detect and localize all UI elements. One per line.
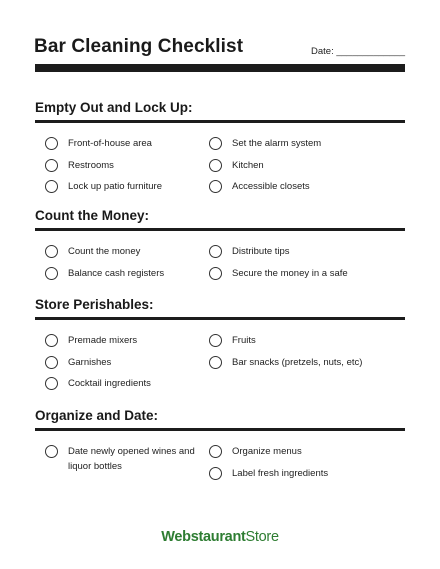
checklist-column-right xyxy=(209,335,362,378)
header-divider xyxy=(35,64,405,72)
checklist-item-label: Lock up patio furniture xyxy=(68,181,163,192)
section-title: Count the Money: xyxy=(35,208,149,223)
section-title: Empty Out and Lock Up: xyxy=(35,100,193,115)
checklist-item[interactable] xyxy=(209,268,348,290)
checkbox-circle[interactable] xyxy=(209,445,222,458)
checklist-item[interactable] xyxy=(45,446,196,474)
checklist-item[interactable] xyxy=(209,246,348,268)
section-empty-out xyxy=(35,100,405,192)
checkbox-circle[interactable] xyxy=(209,159,222,172)
checklist-column-left xyxy=(45,138,162,203)
checkbox-circle[interactable] xyxy=(45,377,58,390)
checklist-item-label: Front-of-house area xyxy=(68,138,152,149)
checklist-item-label: Balance cash registers xyxy=(68,267,165,279)
checklist-item-label: Kitchen xyxy=(232,159,264,171)
section-divider xyxy=(35,120,405,123)
checklist-column-left xyxy=(45,246,164,289)
checklist-item[interactable] xyxy=(45,160,162,182)
checkbox-circle[interactable] xyxy=(209,334,222,347)
checklist-item[interactable] xyxy=(209,335,362,357)
checkbox-circle[interactable] xyxy=(209,137,222,150)
checklist-column-right xyxy=(209,246,348,289)
checklist-item[interactable] xyxy=(45,378,151,400)
checkbox-circle[interactable] xyxy=(45,137,58,150)
checkbox-circle[interactable] xyxy=(45,356,58,369)
checklist-item-label: Cocktail ingredients xyxy=(68,378,151,389)
brand-logo-bold: Webstaurant xyxy=(161,529,246,545)
checklist-item-label: Premade mixers xyxy=(68,335,138,346)
date-field[interactable]: Date: _____________ xyxy=(311,46,406,57)
checkbox-circle[interactable] xyxy=(209,356,222,369)
section-divider xyxy=(35,317,405,320)
checkbox-circle[interactable] xyxy=(45,180,58,193)
checklist-item[interactable] xyxy=(209,357,362,379)
checklist-item-label: Distribute tips xyxy=(232,246,290,257)
checklist-column-left xyxy=(45,446,196,474)
checklist-item-label: Garnishes xyxy=(68,356,112,368)
checkbox-circle[interactable] xyxy=(45,334,58,347)
section-organize-date xyxy=(35,408,405,479)
checklist-item[interactable] xyxy=(209,138,321,160)
checklist-item[interactable] xyxy=(209,181,321,203)
checklist-item[interactable] xyxy=(45,268,164,290)
checkbox-circle[interactable] xyxy=(45,159,58,172)
checklist-item-label: Set the alarm system xyxy=(232,138,322,149)
section-divider xyxy=(35,228,405,231)
checklist-item[interactable] xyxy=(209,468,328,490)
checklist-item-label: Organize menus xyxy=(232,446,302,457)
checklist-item-label: Fruits xyxy=(232,335,256,346)
checkbox-circle[interactable] xyxy=(45,245,58,258)
checklist-item-label: Count the money xyxy=(68,246,141,257)
checklist-item-label: Restrooms xyxy=(68,159,114,171)
brand-logo-light: Store xyxy=(245,529,279,545)
checklist-item-label: Label fresh ingredients xyxy=(232,467,329,479)
page-title: Bar Cleaning Checklist xyxy=(34,36,244,57)
checklist-column-right xyxy=(209,446,328,489)
checklist-item[interactable] xyxy=(45,335,151,357)
checklist-item-label: Date newly opened wines and liquor bottles xyxy=(68,446,195,472)
checkbox-circle[interactable] xyxy=(209,267,222,280)
checklist-item[interactable] xyxy=(45,357,151,379)
checklist-item-label: Secure the money in a safe xyxy=(232,267,348,279)
checkbox-circle[interactable] xyxy=(45,445,58,458)
brand-logo xyxy=(0,529,440,545)
checkbox-circle[interactable] xyxy=(209,467,222,480)
checklist-item[interactable] xyxy=(45,181,162,203)
checklist-column-right xyxy=(209,138,321,203)
section-store-perishables xyxy=(35,297,405,389)
section-count-money xyxy=(35,208,405,279)
section-title: Store Perishables: xyxy=(35,297,154,312)
checklist-item-label: Bar snacks (pretzels, nuts, etc) xyxy=(232,356,363,368)
section-title: Organize and Date: xyxy=(35,408,159,423)
checkbox-circle[interactable] xyxy=(209,245,222,258)
checklist-item[interactable] xyxy=(209,160,321,182)
checkbox-circle[interactable] xyxy=(209,180,222,193)
checklist-item[interactable] xyxy=(209,446,328,468)
checkbox-circle[interactable] xyxy=(45,267,58,280)
checklist-item-label: Accessible closets xyxy=(232,181,310,192)
section-divider xyxy=(35,428,405,431)
checklist-item[interactable] xyxy=(45,246,164,268)
checklist-item[interactable] xyxy=(45,138,162,160)
checklist-column-left xyxy=(45,335,151,400)
